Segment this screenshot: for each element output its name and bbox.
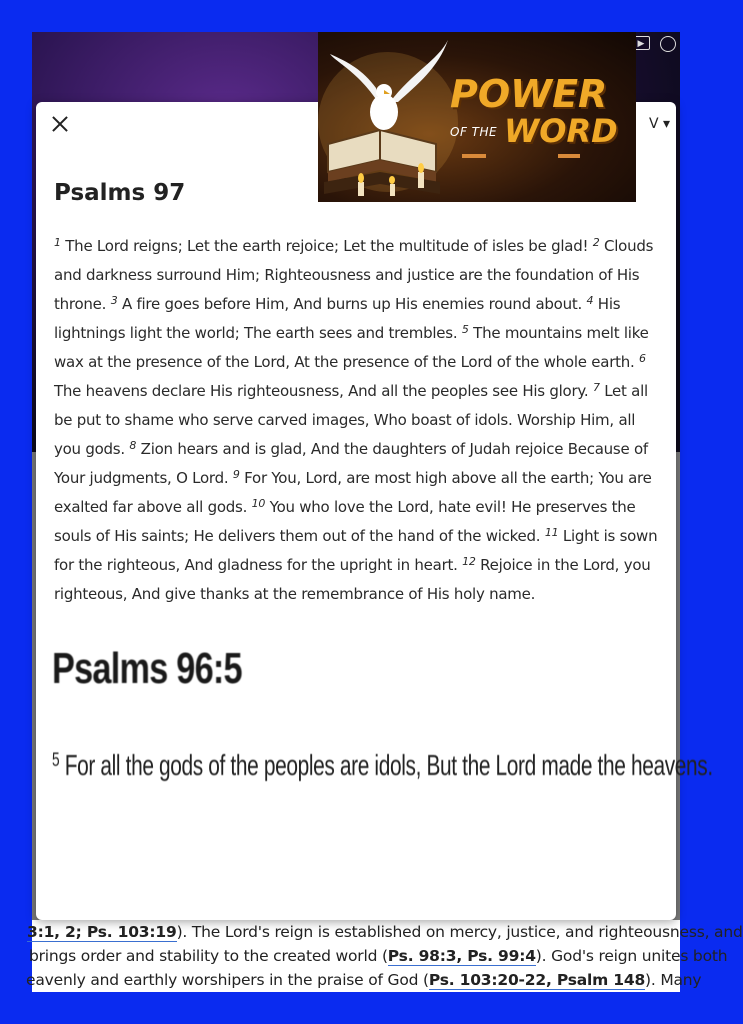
verse-text: The heavens declare His righteousness, And all the peoples see His glory. xyxy=(54,382,593,400)
verse-number: 3 xyxy=(110,294,118,307)
verse-text: Light is sown for the righteous, And gladness for the upright in heart. xyxy=(54,527,658,574)
verse-text: Zion hears and is glad, And the daughters of Judah rejoice Because of Your judgments, O Lord. xyxy=(54,440,648,487)
hero-icons xyxy=(632,36,676,52)
logo-power-text: POWER xyxy=(450,72,608,116)
verse-number: 4 xyxy=(586,294,594,307)
scripture-link[interactable]: Ps. 98:3, Ps. 99:4 xyxy=(387,947,536,965)
verse-text: Clouds and darkness surround Him; Righteousness and justice are the foundation of His throne. xyxy=(54,237,654,313)
verse-number: 10 xyxy=(251,497,266,510)
verse-number: 11 xyxy=(544,526,559,539)
logo-ofthe-text: OF THE xyxy=(450,125,498,139)
verse-number: 1 xyxy=(54,236,61,249)
logo-word-text: WORD xyxy=(504,112,618,150)
article-text: ). God's reign unites both xyxy=(535,947,728,965)
verse-text: The mountains melt like wax at the presence of the Lord, At the presence of the Lord of the whole earth. xyxy=(54,324,649,371)
verse-number: 9 xyxy=(232,468,240,481)
verse-number: 7 xyxy=(592,381,600,394)
scripture-modal xyxy=(36,102,713,920)
passage-title: Psalms 97 xyxy=(54,180,186,206)
overlay-reference: Psalms 96:5 xyxy=(52,644,242,693)
article-line xyxy=(27,920,743,944)
verse-text: The Lord reigns; Let the earth rejoice; Let the multitude of isles be glad! xyxy=(60,237,593,255)
passage-text xyxy=(54,232,664,609)
verse-text: His lightnings light the world; The earth sees and trembles. xyxy=(54,295,621,342)
verse-number: 5 xyxy=(461,323,469,336)
verse-number: 12 xyxy=(462,555,476,568)
scripture-link[interactable]: 3:1, 2; Ps. 103:19 xyxy=(27,923,177,941)
verse-number: 6 xyxy=(639,352,646,365)
menu-circle-icon[interactable] xyxy=(660,36,676,52)
verse-text: A fire goes before Him, And burns up His enemies round about. xyxy=(117,295,587,313)
verse-number: 8 xyxy=(129,439,137,452)
article-line xyxy=(29,944,728,968)
verse-number: 5 xyxy=(52,750,60,771)
verse-text: For You, Lord, are most high above all the earth; You are exalted far above all gods. xyxy=(54,469,652,516)
video-icon[interactable]: ▶ xyxy=(632,36,650,50)
article-text: ). The Lord's reign is established on mercy, justice, and righteousness, and xyxy=(176,923,743,941)
verse-number: 2 xyxy=(592,236,600,249)
article-text: ). Many xyxy=(645,971,702,989)
article-text: brings order and stability to the created world ( xyxy=(29,947,388,965)
background-article xyxy=(26,920,743,992)
close-icon[interactable] xyxy=(50,114,70,134)
scripture-link[interactable]: Ps. 103:20-22, Psalm 148 xyxy=(428,971,646,989)
article-text: eavenly and earthly worshipers in the praise of God ( xyxy=(26,971,429,989)
overlay-verse xyxy=(52,750,713,783)
verse-text: Rejoice in the Lord, you righteous, And give thanks at the remembrance of His holy name. xyxy=(54,556,651,603)
verse-text: You who love the Lord, hate evil! He preserves the souls of His saints; He delivers them out of the hand of the wicked. xyxy=(54,498,636,545)
version-dropdown[interactable]: V ▾ xyxy=(648,116,670,132)
article-line xyxy=(26,968,702,992)
verse-text: For all the gods of the peoples are idols, But the Lord made the heavens. xyxy=(64,750,713,782)
verse-text: Let all be put to shame who serve carved images, Who boast of idols. Worship Him, all you gods. xyxy=(54,382,648,458)
power-of-the-word-logo xyxy=(318,32,636,202)
